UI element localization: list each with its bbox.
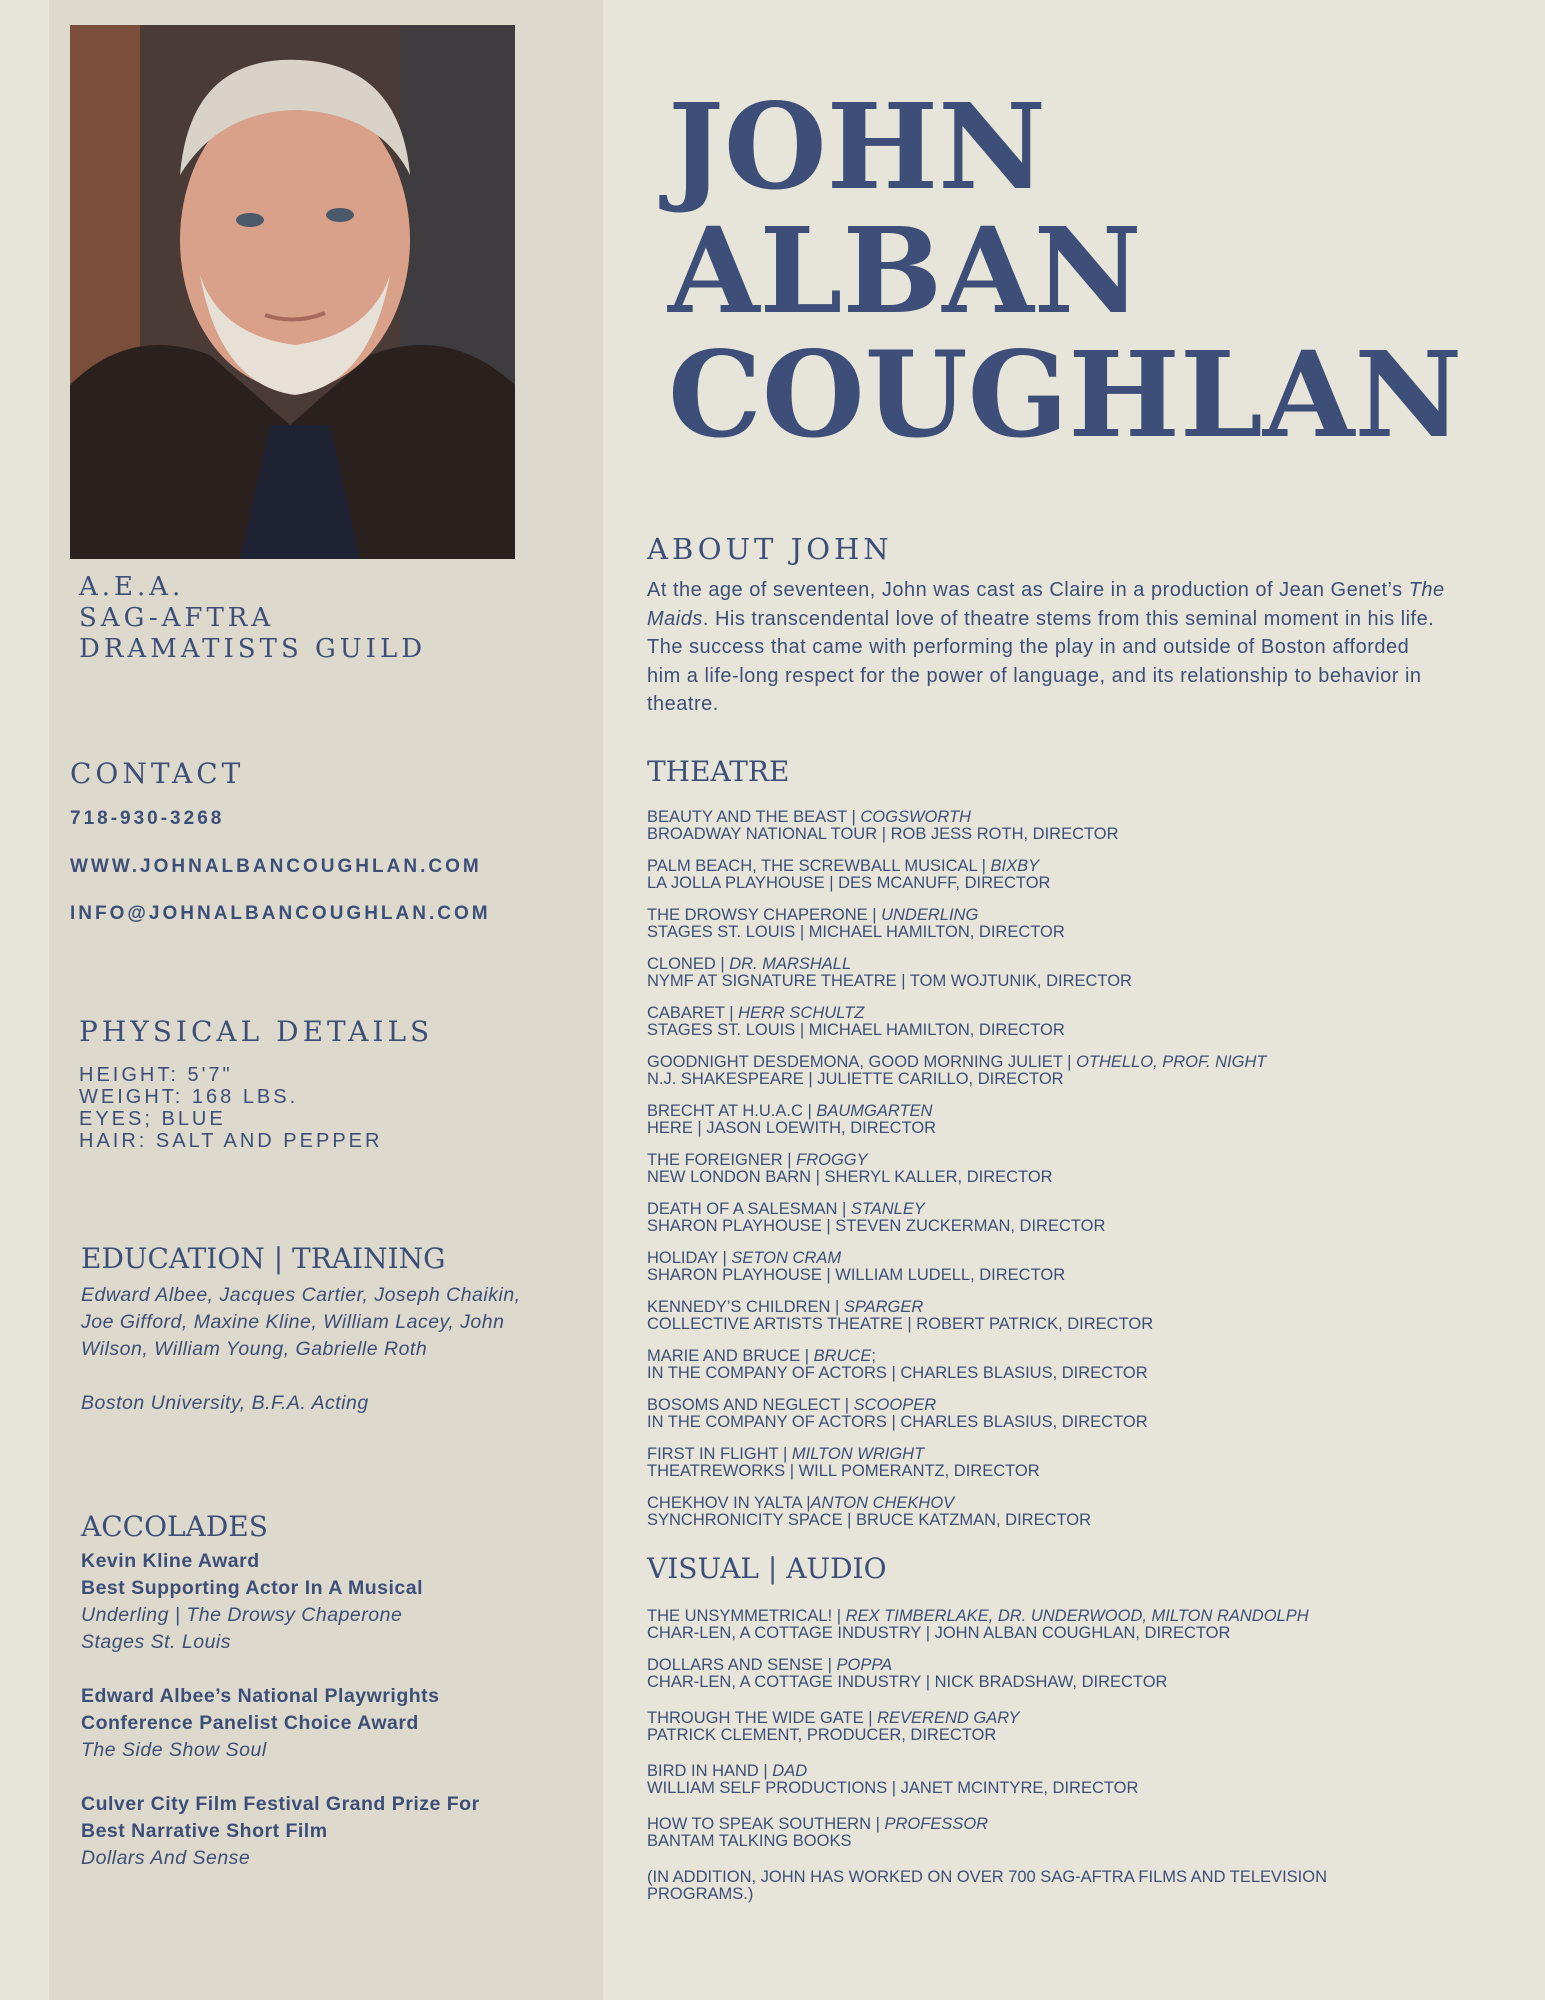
visual-credits-list	[647, 1608, 1507, 1918]
accolade-title: Kevin Kline Award	[81, 1550, 260, 1572]
theatre-credit: CHEKHOV IN YALTA |ANTON CHEKHOV SYNCHRONICITY SPACE | BRUCE KATZMAN, DIRECTOR	[647, 1494, 1092, 1529]
about-heading: ABOUT JOHN	[647, 532, 893, 566]
accolade-title: Edward Albee’s National Playwrights	[81, 1685, 440, 1707]
name-line: COUGHLAN	[668, 325, 1463, 464]
theatre-credit: DEATH OF A SALESMAN | STANLEY SHARON PLAYHOUSE | STEVEN ZUCKERMAN, DIRECTOR	[647, 1200, 1106, 1235]
accolades-heading: ACCOLADES	[81, 1510, 268, 1543]
name-line: JOHN	[668, 77, 1046, 216]
about-text-part: At the age of seventeen, John was cast as Claire in a production of Jean Genet’s	[647, 579, 1409, 601]
visual-credit: THE UNSYMMETRICAL! | REX TIMBERLAKE, DR. UNDERWOOD, MILTON RANDOLPH CHAR-LEN, A COTTAGE INDUSTRY | JOHN ALBAN COUGHLAN, DIRECTOR	[647, 1607, 1309, 1642]
union-item: A.E.A.	[79, 572, 185, 602]
accolade-detail: Underling | The Drowsy Chaperone	[81, 1604, 403, 1626]
accolade-detail: The Side Show Soul	[81, 1739, 267, 1761]
theatre-credit: GOODNIGHT DESDEMONA, GOOD MORNING JULIET | OTHELLO, PROF. NIGHT N.J. SHAKESPEARE | JULIETTE CARILLO, DIRECTOR	[647, 1053, 1267, 1088]
name-line: ALBAN	[668, 201, 1142, 340]
education-body	[81, 1282, 551, 1417]
physical-detail: WEIGHT: 168 LBS.	[79, 1086, 299, 1108]
accolade-detail: Dollars And Sense	[81, 1847, 251, 1869]
theatre-credit: BRECHT AT H.U.A.C | BAUMGARTEN HERE | JASON LOEWITH, DIRECTOR	[647, 1102, 937, 1137]
theatre-heading: THEATRE	[647, 755, 790, 788]
education-degree: Boston University, B.F.A. Acting	[81, 1392, 369, 1414]
physical-detail: HAIR: SALT AND PEPPER	[79, 1130, 383, 1152]
union-affiliations	[79, 572, 426, 665]
education-heading: EDUCATION | TRAINING	[81, 1242, 446, 1275]
name-title	[668, 77, 1463, 464]
contact-email-link[interactable]: INFO@JOHNALBANCOUGHLAN.COM	[70, 903, 491, 924]
theatre-credit: HOLIDAY | SETON CRAM SHARON PLAYHOUSE | WILLIAM LUDELL, DIRECTOR	[647, 1249, 1066, 1284]
contact-heading: CONTACT	[70, 757, 245, 790]
accolade-title: Conference Panelist Choice Award	[81, 1712, 419, 1734]
theatre-credit: KENNEDY’S CHILDREN | SPARGER COLLECTIVE ARTISTS THEATRE | ROBERT PATRICK, DIRECTOR	[647, 1298, 1154, 1333]
accolade-item	[81, 1548, 561, 1656]
theatre-credit: PALM BEACH, THE SCREWBALL MUSICAL | BIXBY LA JOLLA PLAYHOUSE | DES MCANUFF, DIRECTOR	[647, 857, 1051, 892]
visual-credit: DOLLARS AND SENSE | POPPA CHAR-LEN, A COTTAGE INDUSTRY | NICK BRADSHAW, DIRECTOR	[647, 1656, 1168, 1691]
accolade-item	[81, 1791, 561, 1872]
visual-credit: HOW TO SPEAK SOUTHERN | PROFESSOR BANTAM TALKING BOOKS	[647, 1815, 989, 1850]
union-item: SAG-AFTRA	[79, 603, 275, 633]
physical-detail: HEIGHT: 5'7"	[79, 1064, 233, 1086]
visual-credit: THROUGH THE WIDE GATE | REVEREND GARY PATRICK CLEMENT, PRODUCER, DIRECTOR	[647, 1709, 1020, 1744]
accolade-title: Best Supporting Actor In A Musical	[81, 1577, 424, 1599]
accolades-list	[81, 1548, 561, 1872]
physical-detail: EYES; BLUE	[79, 1108, 226, 1130]
physical-details-heading: PHYSICAL DETAILS	[79, 1015, 434, 1048]
accolade-title: Culver City Film Festival Grand Prize For	[81, 1793, 480, 1815]
union-item: DRAMATISTS GUILD	[79, 634, 427, 664]
theatre-credit: BEAUTY AND THE BEAST | COGSWORTH BROADWAY NATIONAL TOUR | ROB JESS ROTH, DIRECTOR	[647, 808, 1119, 843]
about-play-title: The Maids	[647, 579, 1445, 630]
education-teachers: Edward Albee, Jacques Cartier, Joseph Chaikin, Joe Gifford, Maxine Kline, William Lacey, John Wilson, William Young, Gabrielle Roth	[81, 1284, 521, 1360]
visual-audio-heading: VISUAL | AUDIO	[647, 1552, 887, 1585]
theatre-credit: THE DROWSY CHAPERONE | UNDERLING STAGES ST. LOUIS | MICHAEL HAMILTON, DIRECTOR	[647, 906, 1065, 941]
accolade-item	[81, 1683, 561, 1764]
contact-website-link[interactable]: WWW.JOHNALBANCOUGHLAN.COM	[70, 856, 482, 877]
theatre-credit: CABARET | HERR SCHULTZ STAGES ST. LOUIS | MICHAEL HAMILTON, DIRECTOR	[647, 1004, 1065, 1039]
about-text-part: . His transcendental love of theatre stems from this seminal moment in his life. The success that came with performing the play in and outside of Boston afforded him a life-long respect for the power of language, and its relationship to behavior in theatre.	[647, 607, 1435, 715]
theatre-credit: THE FOREIGNER | FROGGY NEW LONDON BARN | SHERYL KALLER, DIRECTOR	[647, 1151, 1053, 1186]
headshot-illustration	[70, 25, 515, 559]
contact-phone: 718-930-3268	[70, 808, 225, 829]
physical-details-list	[79, 1064, 382, 1152]
accolade-title: Best Narrative Short Film	[81, 1820, 328, 1842]
theatre-credits-list	[647, 809, 1507, 1544]
headshot-photo	[70, 25, 515, 559]
theatre-credit: MARIE AND BRUCE | BRUCE; IN THE COMPANY OF ACTORS | CHARLES BLASIUS, DIRECTOR	[647, 1347, 1148, 1382]
about-text	[647, 576, 1447, 719]
visual-note: (IN ADDITION, JOHN HAS WORKED ON OVER 700 SAG-AFTRA FILMS AND TELEVISION PROGRAMS.)	[647, 1868, 1327, 1903]
accolade-detail: Stages St. Louis	[81, 1631, 232, 1653]
theatre-credit: BOSOMS AND NEGLECT | SCOOPER IN THE COMPANY OF ACTORS | CHARLES BLASIUS, DIRECTOR	[647, 1396, 1148, 1431]
theatre-credit: FIRST IN FLIGHT | MILTON WRIGHT THEATREWORKS | WILL POMERANTZ, DIRECTOR	[647, 1445, 1040, 1480]
theatre-credit: CLONED | DR. MARSHALL NYMF AT SIGNATURE THEATRE | TOM WOJTUNIK, DIRECTOR	[647, 955, 1132, 990]
visual-credit: BIRD IN HAND | DAD WILLIAM SELF PRODUCTIONS | JANET MCINTYRE, DIRECTOR	[647, 1762, 1139, 1797]
